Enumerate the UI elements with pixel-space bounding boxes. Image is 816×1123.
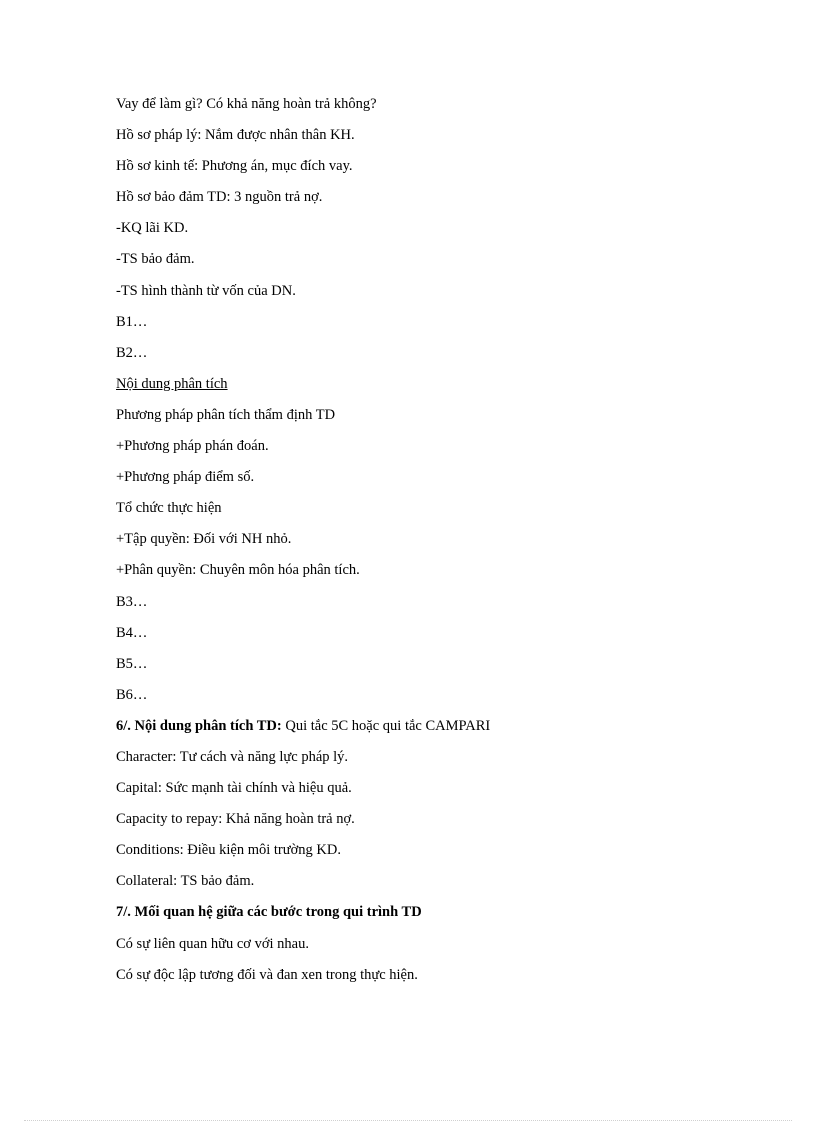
text-line: Có sự liên quan hữu cơ với nhau. xyxy=(116,935,309,952)
text-line: B3… xyxy=(116,593,148,610)
criteria-line: Capital: Sức mạnh tài chính và hiệu quả. xyxy=(116,780,352,797)
text-line: Có sự độc lập tương đối và đan xen trong thực hiện. xyxy=(116,966,418,983)
text-line: -TS bảo đảm. xyxy=(116,251,195,268)
section-7-line xyxy=(116,902,776,933)
text-line: +Tập quyền: Đối với NH nhỏ. xyxy=(116,531,292,548)
text-line: +Phương pháp phán đoán. xyxy=(116,438,269,455)
text-line: -KQ lãi KD. xyxy=(116,220,189,237)
text-line: B4… xyxy=(116,624,148,641)
section-7-heading: 7/. Mối quan hệ giữa các bước trong qui trình TD xyxy=(116,904,422,921)
page-bottom-divider xyxy=(24,1120,792,1121)
text-line: +Phương pháp điểm số. xyxy=(116,469,255,486)
text-line: Tổ chức thực hiện xyxy=(116,500,222,517)
criteria-line: Collateral: TS bảo đảm. xyxy=(116,873,255,890)
text-line: Vay để làm gì? Có khả năng hoàn trả không? xyxy=(116,96,377,112)
text-line: +Phân quyền: Chuyên môn hóa phân tích. xyxy=(116,562,360,579)
text-line: B5… xyxy=(116,655,148,672)
text-line: B6… xyxy=(116,686,148,703)
text-line: Hồ sơ bảo đảm TD: 3 nguồn trả nợ. xyxy=(116,189,323,206)
text-line: Hồ sơ kinh tế: Phương án, mục đích vay. xyxy=(116,158,353,175)
document-body xyxy=(116,94,776,996)
subheading-line xyxy=(116,374,776,405)
text-line: B2… xyxy=(116,344,148,361)
section-6-line xyxy=(116,716,776,747)
section-6-rest: Qui tắc 5C hoặc qui tắc CAMPARI xyxy=(281,717,491,734)
text-line: Hồ sơ pháp lý: Nắm được nhân thân KH. xyxy=(116,127,355,144)
underlined-subheading: Nội dung phân tích xyxy=(116,375,228,392)
criteria-line: Conditions: Điều kiện môi trường KD. xyxy=(116,842,341,859)
text-line: Phương pháp phân tích thẩm định TD xyxy=(116,406,336,423)
text-line: B1… xyxy=(116,313,148,330)
criteria-line: Character: Tư cách và năng lực pháp lý. xyxy=(116,748,349,765)
text-line: -TS hình thành từ vốn của DN. xyxy=(116,282,296,299)
criteria-line: Capacity to repay: Khả năng hoàn trả nợ. xyxy=(116,811,355,828)
section-6-heading: 6/. Nội dung phân tích TD: xyxy=(116,717,282,734)
